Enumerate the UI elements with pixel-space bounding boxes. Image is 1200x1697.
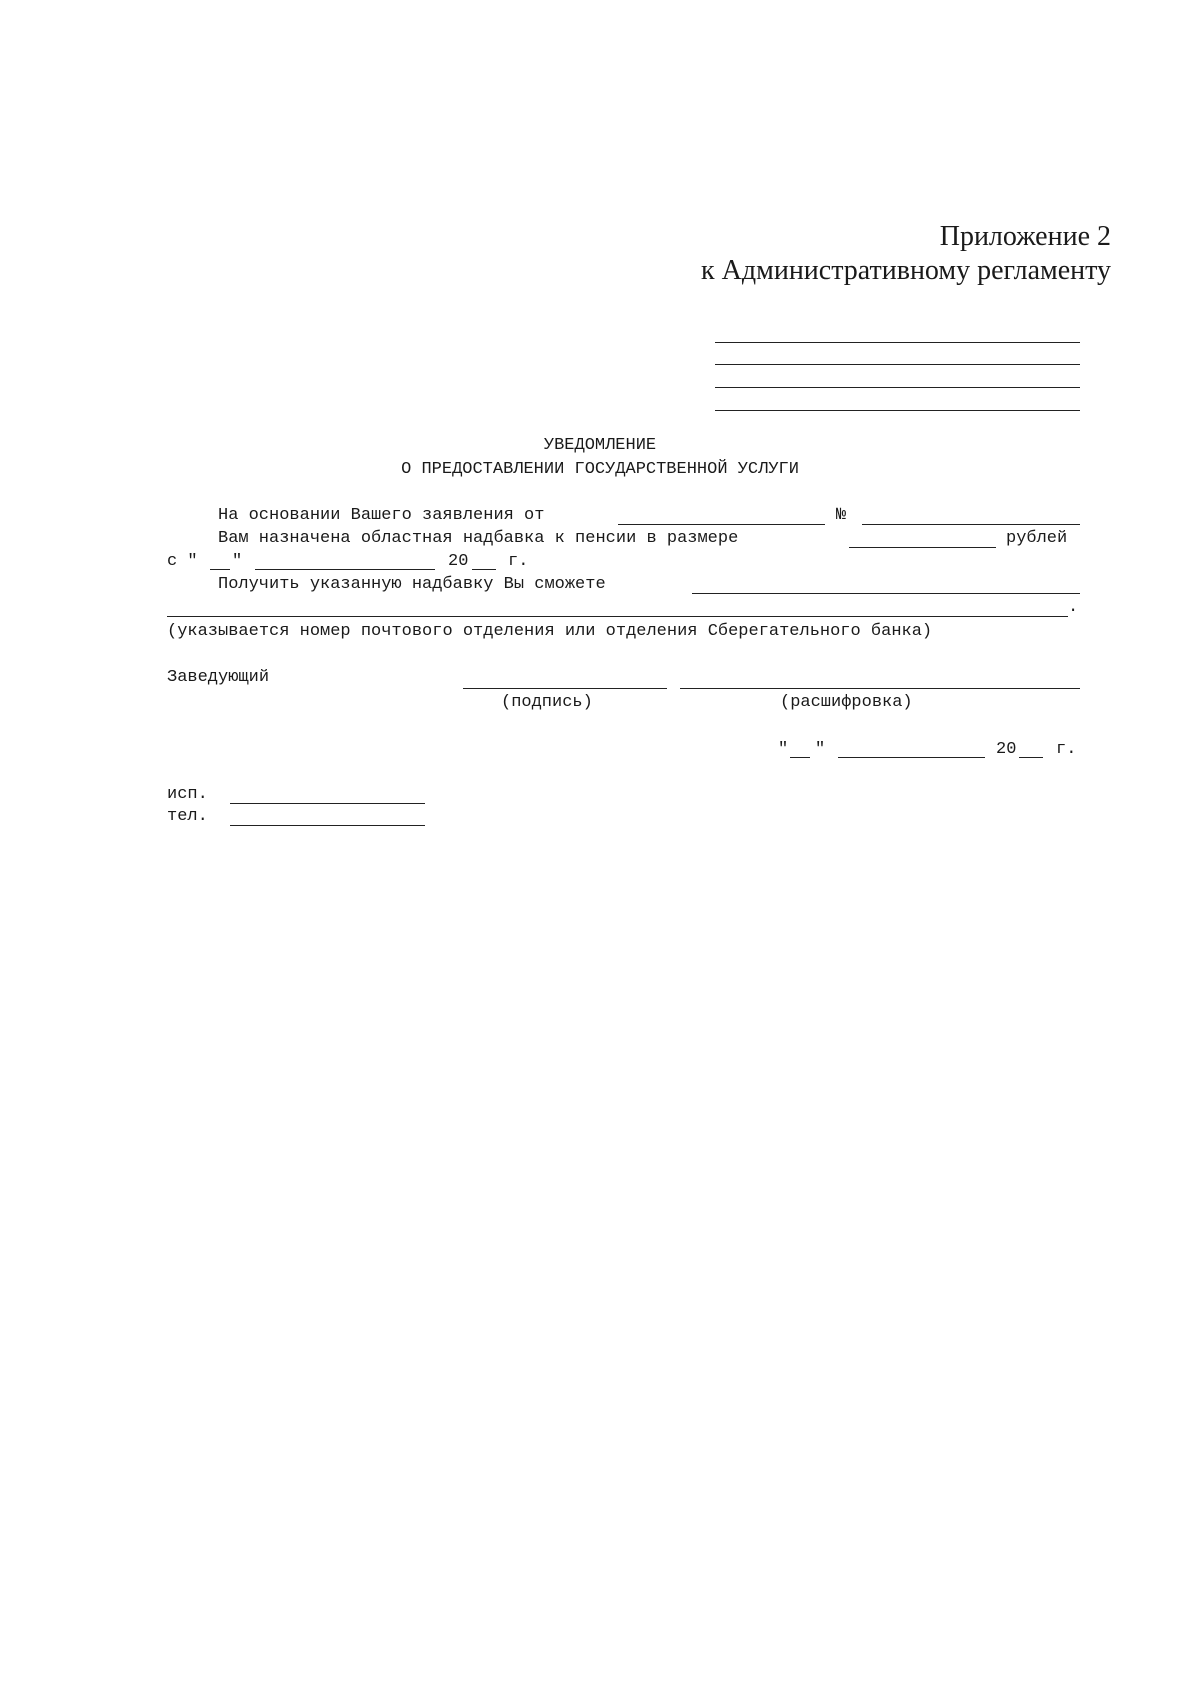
phone-label: тел. [167, 807, 208, 826]
phone-field[interactable] [230, 825, 425, 826]
line-end-period: . [1068, 598, 1079, 617]
addressee-line-2[interactable] [715, 364, 1080, 365]
notice-title: УВЕДОМЛЕНИЕ [543, 436, 657, 455]
executor-field[interactable] [230, 803, 425, 804]
sign-day-field[interactable] [790, 757, 810, 758]
head-role-label: Заведующий [167, 668, 270, 687]
signature-field[interactable] [463, 688, 667, 689]
sign-month-field[interactable] [838, 757, 985, 758]
start-year-prefix: 20 [448, 552, 469, 571]
annex-reference: к Административному регламенту [701, 255, 1111, 286]
sign-date-close: " [815, 740, 826, 759]
post-office-hint: (указывается номер почтового отделения или отделения Сберегательного банка) [167, 622, 933, 641]
addressee-line-3[interactable] [715, 387, 1080, 388]
executor-label: исп. [167, 785, 208, 804]
application-date-field[interactable] [618, 524, 825, 525]
start-date-quote-close: " [232, 552, 243, 571]
start-year-suffix: г. [508, 552, 529, 571]
signature-decode-field[interactable] [680, 688, 1080, 689]
addressee-line-4[interactable] [715, 410, 1080, 411]
decode-caption: (расшифровка) [780, 693, 913, 712]
start-year-field[interactable] [472, 569, 496, 570]
application-number-field[interactable] [862, 524, 1080, 525]
start-month-field[interactable] [255, 569, 435, 570]
annex-number: Приложение 2 [939, 221, 1111, 252]
sign-date-open: " [778, 740, 789, 759]
start-date-open: с " [167, 552, 198, 571]
allowance-amount-label: Вам назначена областная надбавка к пенсии в размере [218, 529, 739, 548]
receive-place-field[interactable] [692, 593, 1080, 594]
sign-year-suffix: г. [1056, 740, 1077, 759]
number-sign: № [836, 506, 847, 525]
addressee-line-1[interactable] [715, 342, 1080, 343]
signature-caption: (подпись) [501, 693, 593, 712]
receive-place-label: Получить указанную надбавку Вы сможете [218, 575, 606, 594]
receive-place-field-continued[interactable] [167, 616, 1068, 617]
rubles-label: рублей [1006, 529, 1068, 548]
start-day-field[interactable] [210, 569, 230, 570]
application-date-label: На основании Вашего заявления от [218, 506, 545, 525]
notice-subtitle: О ПРЕДОСТАВЛЕНИИ ГОСУДАРСТВЕННОЙ УСЛУГИ [401, 460, 799, 479]
allowance-amount-field[interactable] [849, 547, 996, 548]
sign-year-prefix: 20 [996, 740, 1017, 759]
sign-year-field[interactable] [1019, 757, 1043, 758]
